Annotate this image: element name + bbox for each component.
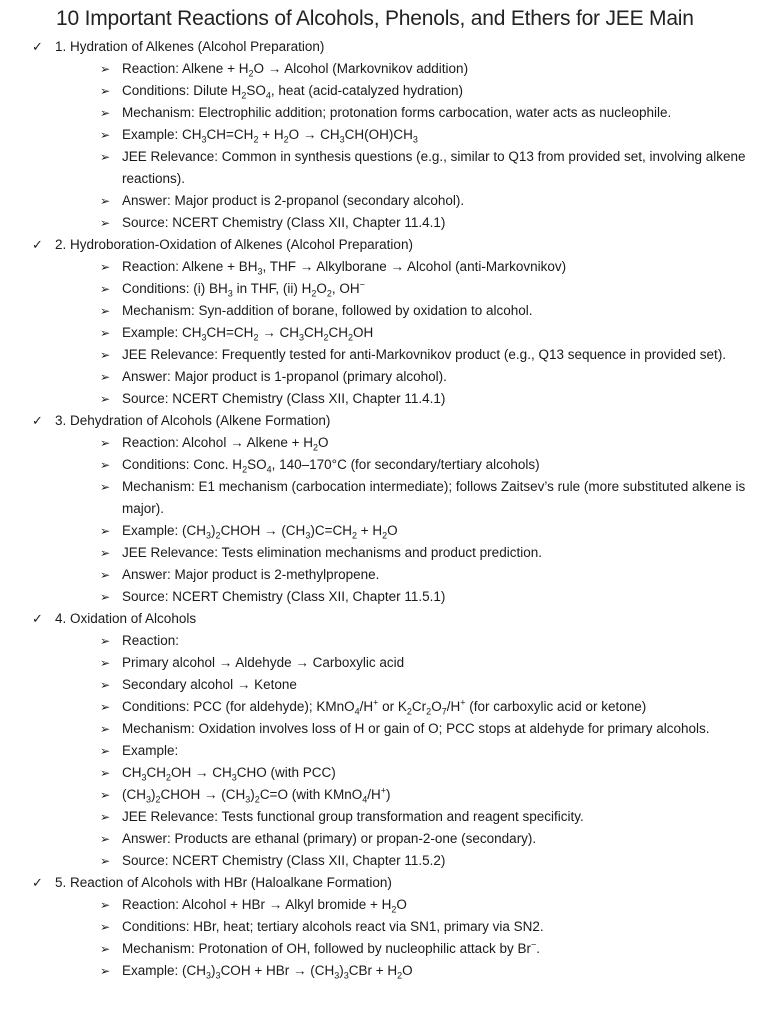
list-item — [0, 916, 768, 938]
list-item-text: $(CH_3)_2CHOH \to (CH_3)_2C=O$ (with KMnO$_4$/H+) — [122, 785, 391, 805]
list-item — [0, 630, 768, 652]
section-title: 5. Reaction of Alcohols with HBr (Haloalkane Formation) — [55, 875, 392, 890]
arrow-bullet-icon: ➢ — [100, 568, 111, 582]
list-item-text: Reaction: Alcohol + HBr → Alkyl bromide + $H_2O$ — [122, 897, 407, 915]
list-item — [0, 300, 768, 322]
arrow-bullet-icon: ➢ — [100, 634, 111, 648]
list-item-text: Example: $CH_3CH=CH_2 + H_2O \to CH_3CH(OH)CH_3$ — [122, 127, 418, 145]
list-item-text: Answer: Products are ethanal (primary) or propan-2-one (secondary). — [122, 831, 537, 846]
list-item-text: Conditions: HBr, heat; tertiary alcohols react via SN1, primary via SN2. — [122, 919, 544, 934]
list-item-text: Reaction: — [122, 633, 180, 648]
arrow-bullet-icon: ➢ — [100, 810, 111, 824]
list-item-text: JEE Relevance: Tests functional group transformation and reagent specificity. — [122, 809, 584, 824]
list-item-text: Primary alcohol → Aldehyde → Carboxylic acid — [122, 655, 405, 670]
arrow-bullet-icon: ➢ — [100, 788, 111, 802]
list-item-text: Answer: Major product is 1-propanol (primary alcohol). — [122, 369, 447, 384]
list-item-text: Reaction: Alkene + $H_2O$ → Alcohol (Markovnikov addition) — [122, 61, 469, 79]
list-item-text: Source: NCERT Chemistry (Class XII, Chapter 11.4.1) — [122, 391, 446, 406]
list-item — [0, 102, 768, 124]
list-item-text: Answer: Major product is 2-propanol (secondary alcohol). — [122, 193, 465, 208]
list-item — [0, 388, 768, 410]
arrow-bullet-icon: ➢ — [100, 150, 111, 164]
list-item-text: Source: NCERT Chemistry (Class XII, Chapter 11.5.2) — [122, 853, 446, 868]
list-item-text: Source: NCERT Chemistry (Class XII, Chapter 11.5.1) — [122, 589, 446, 604]
list-item — [0, 740, 768, 762]
section-list — [0, 36, 768, 982]
list-item — [0, 278, 768, 300]
list-item-text: Mechanism: Protonation of OH, followed by nucleophilic attack by Br−. — [122, 939, 540, 956]
list-item-text: Mechanism: Syn-addition of borane, followed by oxidation to alcohol. — [122, 303, 533, 318]
list-item — [0, 784, 768, 806]
list-item-text: Example: $(CH_3)_2CHOH \to (CH_3)C=CH_2 + H_2O$ — [122, 523, 398, 541]
arrow-bullet-icon: ➢ — [100, 678, 111, 692]
list-item-text: JEE Relevance: Tests elimination mechanisms and product prediction. — [122, 545, 542, 560]
list-item — [0, 322, 768, 344]
list-item — [0, 718, 768, 740]
arrow-bullet-icon: ➢ — [100, 260, 111, 274]
list-item — [0, 344, 768, 366]
arrow-bullet-icon: ➢ — [100, 348, 111, 362]
arrow-bullet-icon: ➢ — [100, 744, 111, 758]
list-item-text: Example: — [122, 743, 179, 758]
list-item-text: Mechanism: E1 mechanism (carbocation intermediate); follows Zaitsev’s rule (more substituted alkene is major). — [122, 479, 746, 516]
arrow-bullet-icon: ➢ — [100, 392, 111, 406]
checkmark-icon: ✓ — [32, 39, 43, 54]
section-heading — [0, 36, 768, 58]
section-heading — [0, 410, 768, 432]
arrow-bullet-icon: ➢ — [100, 62, 111, 76]
list-item — [0, 674, 768, 696]
list-item-text: Example: $(CH_3)_3COH$ + HBr → $(CH_3)_3CBr + H_2O$ — [122, 963, 413, 981]
list-item — [0, 586, 768, 608]
section-heading — [0, 234, 768, 256]
arrow-bullet-icon: ➢ — [100, 480, 111, 494]
list-item — [0, 146, 768, 190]
checkmark-icon: ✓ — [32, 611, 43, 626]
list-item — [0, 850, 768, 872]
list-item-text: $CH_3CH_2OH \to CH_3CHO$ (with PCC) — [122, 765, 336, 783]
list-item-text: JEE Relevance: Common in synthesis questions (e.g., similar to Q13 from provided set, involving alkene reactions). — [122, 149, 746, 186]
arrow-bullet-icon: ➢ — [100, 920, 111, 934]
section-heading — [0, 872, 768, 894]
arrow-bullet-icon: ➢ — [100, 964, 111, 978]
arrow-bullet-icon: ➢ — [100, 326, 111, 340]
arrow-bullet-icon: ➢ — [100, 304, 111, 318]
section-title: 4. Oxidation of Alcohols — [55, 611, 197, 626]
list-item — [0, 80, 768, 102]
list-item-text: Secondary alcohol → Ketone — [122, 677, 297, 692]
list-item-text: Conditions: PCC (for aldehyde); KMnO$_4$/H+ or $K_2Cr_2O_7/H^+$ (for carboxylic acid or ketone) — [122, 697, 647, 717]
arrow-bullet-icon: ➢ — [100, 832, 111, 846]
list-item — [0, 894, 768, 916]
checkmark-icon: ✓ — [32, 413, 43, 428]
arrow-bullet-icon: ➢ — [100, 898, 111, 912]
list-item-text: JEE Relevance: Frequently tested for anti-Markovnikov product (e.g., Q13 sequence in provided set). — [122, 347, 727, 362]
list-item — [0, 960, 768, 982]
arrow-bullet-icon: ➢ — [100, 458, 111, 472]
arrow-bullet-icon: ➢ — [100, 700, 111, 714]
list-item — [0, 124, 768, 146]
list-item-text: Reaction: Alcohol → Alkene + $H_2O$ — [122, 435, 329, 453]
list-item — [0, 212, 768, 234]
arrow-bullet-icon: ➢ — [100, 106, 111, 120]
arrow-bullet-icon: ➢ — [100, 854, 111, 868]
list-item — [0, 190, 768, 212]
list-item — [0, 454, 768, 476]
arrow-bullet-icon: ➢ — [100, 766, 111, 780]
list-item — [0, 806, 768, 828]
list-item-text: Reaction: Alkene + $BH_3$, THF → Alkylborane → Alcohol (anti-Markovnikov) — [122, 259, 567, 277]
section-heading — [0, 608, 768, 630]
arrow-bullet-icon: ➢ — [100, 216, 111, 230]
list-item — [0, 366, 768, 388]
section-title: 1. Hydration of Alkenes (Alcohol Preparation) — [55, 39, 325, 54]
arrow-bullet-icon: ➢ — [100, 84, 111, 98]
arrow-bullet-icon: ➢ — [100, 546, 111, 560]
document-title: 10 Important Reactions of Alcohols, Phenols, and Ethers for JEE Main — [56, 7, 694, 30]
arrow-bullet-icon: ➢ — [100, 128, 111, 142]
arrow-bullet-icon: ➢ — [100, 942, 111, 956]
arrow-bullet-icon: ➢ — [100, 436, 111, 450]
list-item — [0, 564, 768, 586]
section-title: 3. Dehydration of Alcohols (Alkene Formation) — [55, 413, 331, 428]
list-item-text: Answer: Major product is 2-methylpropene. — [122, 567, 380, 582]
checkmark-icon: ✓ — [32, 875, 43, 890]
list-item-text: Conditions: Dilute $H_2SO_4$, heat (acid-catalyzed hydration) — [122, 83, 463, 101]
arrow-bullet-icon: ➢ — [100, 656, 111, 670]
list-item — [0, 762, 768, 784]
list-item — [0, 256, 768, 278]
list-item — [0, 938, 768, 960]
list-item-text: Example: $CH_3CH=CH_2 \to CH_3CH_2CH_2OH$ — [122, 325, 374, 343]
list-item-text: Mechanism: Oxidation involves loss of H or gain of O; PCC stops at aldehyde for primary alcohols. — [122, 721, 710, 736]
list-item — [0, 476, 768, 520]
arrow-bullet-icon: ➢ — [100, 524, 111, 538]
list-item-text: Conditions: Conc. $H_2SO_4$, 140–170°C (for secondary/tertiary alcohols) — [122, 457, 540, 475]
list-item-text: Source: NCERT Chemistry (Class XII, Chapter 11.4.1) — [122, 215, 446, 230]
list-item-text: Mechanism: Electrophilic addition; protonation forms carbocation, water acts as nucleophile. — [122, 105, 672, 120]
list-item — [0, 652, 768, 674]
arrow-bullet-icon: ➢ — [100, 722, 111, 736]
list-item — [0, 432, 768, 454]
checkmark-icon: ✓ — [32, 237, 43, 252]
list-item — [0, 828, 768, 850]
list-item-text: Conditions: (i) $BH_3$ in THF, (ii) $H_2O_2$, OH− — [122, 279, 365, 299]
section-title: 2. Hydroboration-Oxidation of Alkenes (Alcohol Preparation) — [55, 237, 413, 252]
list-item — [0, 542, 768, 564]
arrow-bullet-icon: ➢ — [100, 590, 111, 604]
arrow-bullet-icon: ➢ — [100, 282, 111, 296]
arrow-bullet-icon: ➢ — [100, 370, 111, 384]
arrow-bullet-icon: ➢ — [100, 194, 111, 208]
list-item — [0, 696, 768, 718]
list-item — [0, 520, 768, 542]
list-item — [0, 58, 768, 80]
